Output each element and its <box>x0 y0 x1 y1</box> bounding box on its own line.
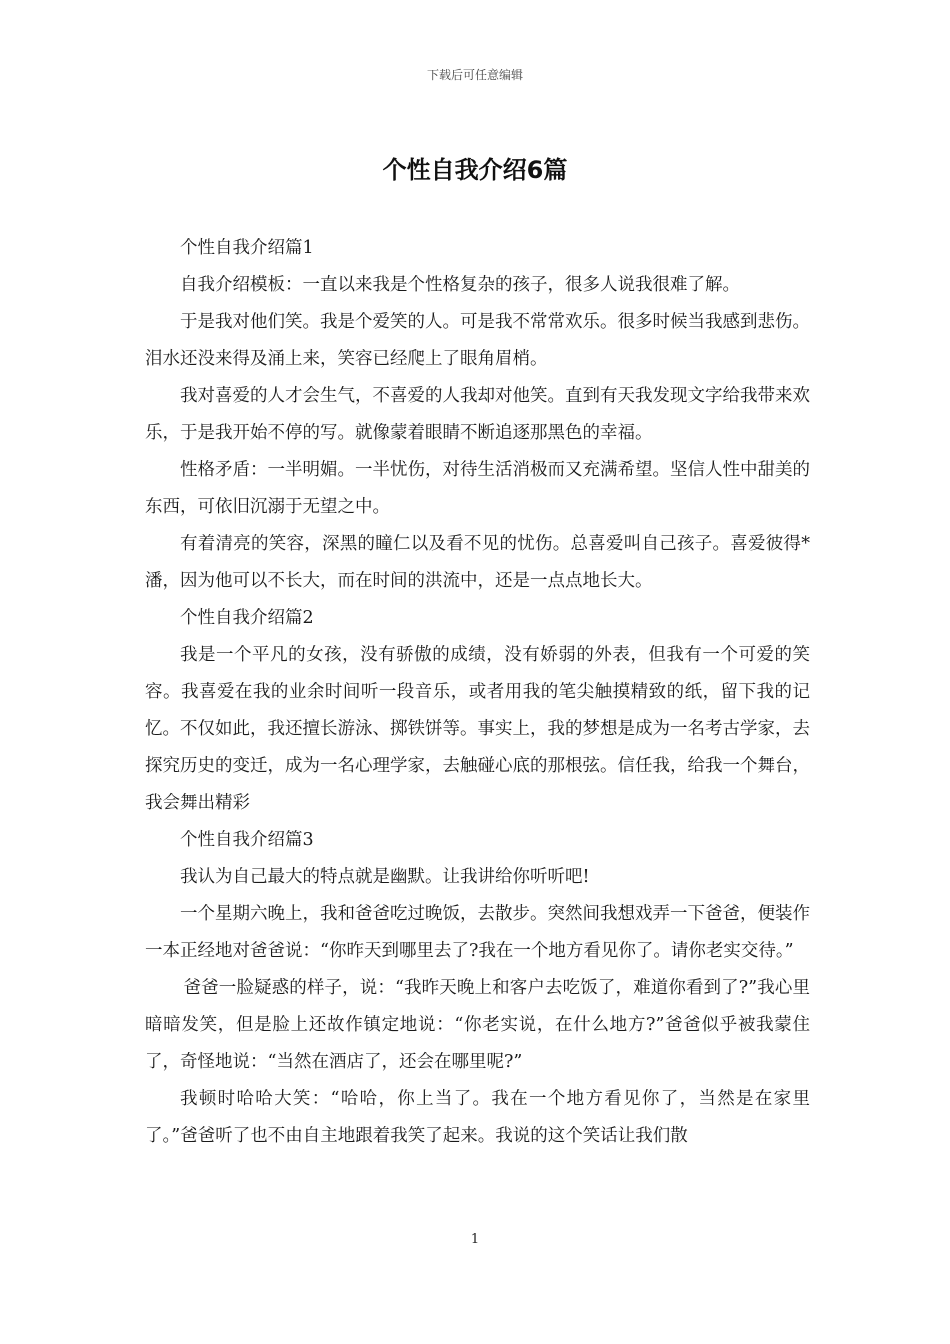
body-paragraph: 我顿时哈哈大笑：“哈哈，你上当了。我在一个地方看见你了，当然是在家里了。”爸爸听了也不由自主地跟着我笑了起来。我说的这个笑话让我们散 <box>145 1089 810 1146</box>
page-number: 1 <box>470 1232 480 1247</box>
body-paragraph: 一个星期六晚上，我和爸爸吃过晚饭，去散步。突然间我想戏弄一下爸爸，便装作一本正经地对爸爸说：“你昨天到哪里去了?我在一个地方看见你了。请你老实交待。” <box>145 904 810 961</box>
body-paragraph: 我是一个平凡的女孩，没有骄傲的成绩，没有娇弱的外表，但我有一个可爱的笑容。我喜爱在我的业余时间听一段音乐，或者用我的笔尖触摸精致的纸，留下我的记忆。不仅如此，我还擅长游泳、掷铁饼等。事实上，我的梦想是成为一名考古学家，去探究历史的变迁，成为一名心理学家，去触碰心底的那根弦。信任我，给我一个舞台，我会舞出精彩 <box>145 645 810 813</box>
document-title: 个性自我介绍6篇 <box>382 156 568 184</box>
body-paragraph: 有着清亮的笑容，深黑的瞳仁以及看不见的忧伤。总喜爱叫自己孩子。喜爱彼得*潘，因为他可以不长大，而在时间的洪流中，还是一点点地长大。 <box>145 534 810 591</box>
body-paragraph: 我认为自己最大的特点就是幽默。让我讲给你听听吧! <box>180 867 590 887</box>
header-note: 下载后可任意编辑 <box>426 68 523 82</box>
section-heading-1: 个性自我介绍篇1 <box>180 238 314 258</box>
document-body <box>145 230 810 1155</box>
body-paragraph: 自我介绍模板：一直以来我是个性格复杂的孩子，很多人说我很难了解。 <box>180 275 740 295</box>
section-heading-3: 个性自我介绍篇3 <box>180 830 314 850</box>
body-paragraph: 性格矛盾：一半明媚。一半忧伤，对待生活消极而又充满希望。坚信人性中甜美的东西，可依旧沉溺于无望之中。 <box>145 460 810 517</box>
body-paragraph: 于是我对他们笑。我是个爱笑的人。可是我不常常欢乐。很多时候当我感到悲伤。泪水还没来得及涌上来，笑容已经爬上了眼角眉梢。 <box>145 312 810 369</box>
section-heading-2: 个性自我介绍篇2 <box>180 608 314 628</box>
body-paragraph: 我对喜爱的人才会生气，不喜爱的人我却对他笑。直到有天我发现文字给我带来欢乐，于是我开始不停的写。就像蒙着眼睛不断追逐那黑色的幸福。 <box>145 386 810 443</box>
body-paragraph: 爸爸一脸疑惑的样子，说：“我昨天晚上和客户去吃饭了，难道你看到了?”我心里暗暗发笑，但是脸上还故作镇定地说：“你老实说，在什么地方?”爸爸似乎被我蒙住了，奇怪地说：“当然在酒店了，还会在哪里呢?” <box>145 978 810 1072</box>
